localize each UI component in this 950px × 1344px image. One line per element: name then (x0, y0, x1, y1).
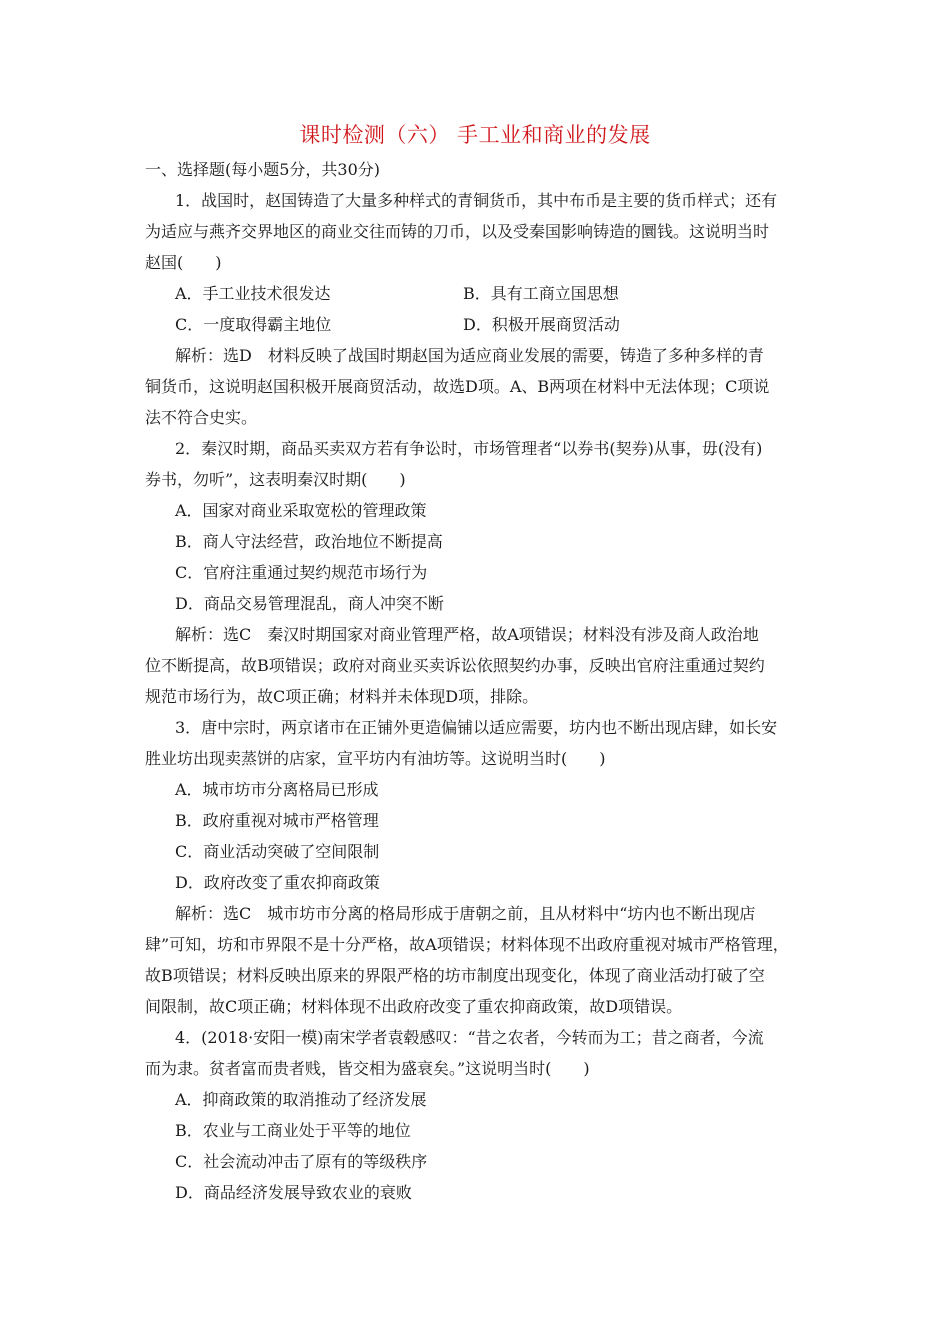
q3-analysis-line: 间限制，故C项正确；材料体现不出政府改变了重农抑商政策，故D项错误。 (145, 997, 683, 1016)
q1-option-d: D．积极开展商贸活动 (463, 315, 620, 334)
q3-stem-line: 3．唐中宗时，两京诸市在正铺外更造偏铺以适应需要，坊内也不断出现店肆，如长安 (175, 718, 778, 737)
q2-option-d: D．商品交易管理混乱，商人冲突不断 (175, 594, 444, 613)
q2-analysis-line: 位不断提高，故B项错误；政府对商业买卖诉讼依照契约办事，反映出官府注重通过契约 (145, 656, 765, 675)
q1-option-c: C．一度取得霸主地位 (175, 315, 332, 334)
q3-analysis-line: 故B项错误；材料反映出原来的界限严格的坊市制度出现变化，体现了商业活动打破了空 (145, 966, 765, 985)
q3-option-b: B．政府重视对城市严格管理 (175, 811, 379, 830)
q1-analysis-line: 法不符合史实。 (145, 408, 258, 427)
q3-option-a: A．城市坊市分离格局已形成 (175, 780, 379, 799)
q1-stem-line: 1．战国时，赵国铸造了大量多种样式的青铜货币，其中布币是主要的货币样式；还有 (175, 191, 778, 210)
q2-stem-line: 券书，勿听”，这表明秦汉时期( ) (145, 470, 406, 489)
q4-option-a: A．抑商政策的取消推动了经济发展 (175, 1090, 427, 1109)
q2-option-c: C．官府注重通过契约规范市场行为 (175, 563, 428, 582)
q4-option-d: D．商品经济发展导致农业的衰败 (175, 1183, 412, 1202)
q4-stem-line: 4．(2018·安阳一模)南宋学者袁毂感叹：“昔之农者，今转而为工；昔之商者，今流 (175, 1028, 764, 1047)
q2-stem-line: 2．秦汉时期，商品买卖双方若有争讼时，市场管理者“以券书(契券)从事，毋(没有) (175, 439, 763, 458)
q3-stem-line: 胜业坊出现卖蒸饼的店家，宣平坊内有油坊等。这说明当时( ) (145, 749, 606, 768)
q2-analysis-line: 规范市场行为，故C项正确；材料并未体现D项，排除。 (145, 687, 539, 706)
q4-option-c: C．社会流动冲击了原有的等级秩序 (175, 1152, 428, 1171)
q3-analysis-line: 肆”可知，坊和市界限不是十分严格，故A项错误；材料体现不出政府重视对城市严格管理， (145, 935, 789, 954)
q1-stem-line: 为适应与燕齐交界地区的商业交往而铸的刀币，以及受秦国影响铸造的圜钱。这说明当时 (145, 222, 770, 241)
page-title: 课时检测（六） 手工业和商业的发展 (299, 123, 651, 147)
q2-analysis-line: 解析：选C 秦汉时期国家对商业管理严格，故A项错误；材料没有涉及商人政治地 (175, 625, 759, 644)
q4-stem-line: 而为隶。贫者富而贵者贱，皆交相为盛衰矣。”这说明当时( ) (145, 1059, 590, 1078)
q2-option-a: A．国家对商业采取宽松的管理政策 (175, 501, 427, 520)
section-heading: 一、选择题(每小题5分，共30分) (145, 160, 381, 179)
q1-option-b: B．具有工商立国思想 (463, 284, 619, 303)
q3-option-d: D．政府改变了重农抑商政策 (175, 873, 380, 892)
q1-analysis-line: 解析：选D 材料反映了战国时期赵国为适应商业发展的需要，铸造了多种多样的青 (175, 346, 764, 365)
q3-analysis-line: 解析：选C 城市坊市分离的格局形成于唐朝之前，且从材料中“坊内也不断出现店 (175, 904, 756, 923)
q1-option-a: A．手工业技术很发达 (175, 284, 331, 303)
q4-option-b: B．农业与工商业处于平等的地位 (175, 1121, 411, 1140)
q2-option-b: B．商人守法经营，政治地位不断提高 (175, 532, 443, 551)
q3-option-c: C．商业活动突破了空间限制 (175, 842, 380, 861)
q1-stem-line: 赵国( ) (145, 253, 222, 272)
q1-analysis-line: 铜货币，这说明赵国积极开展商贸活动，故选D项。A、B两项在材料中无法体现；C项说 (145, 377, 770, 396)
